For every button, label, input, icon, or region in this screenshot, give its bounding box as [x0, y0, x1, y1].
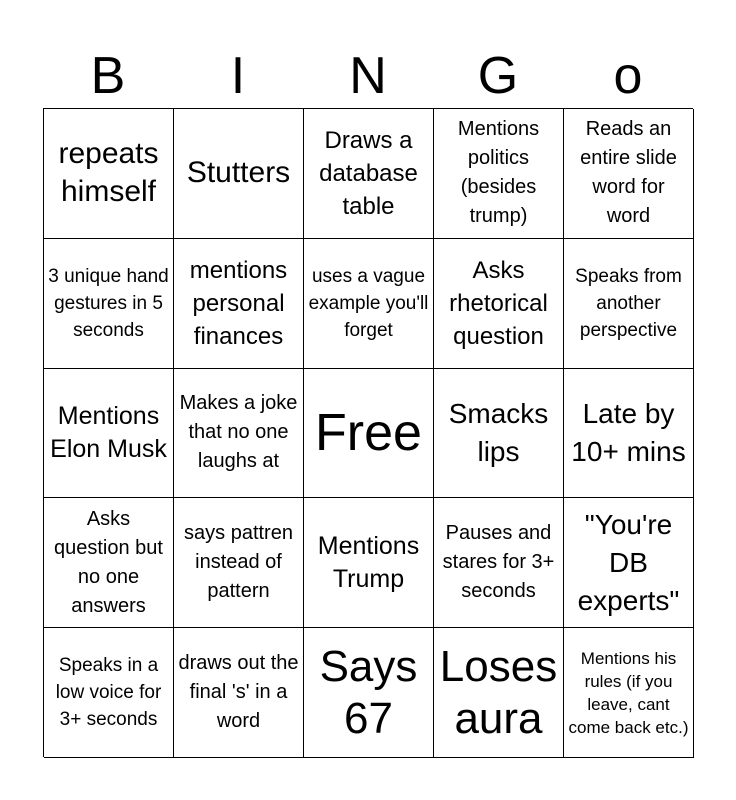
cell-text: Free — [315, 403, 422, 462]
header-letter-o: o — [613, 47, 643, 105]
bingo-header — [43, 46, 693, 106]
cell-text: Smacks lips — [448, 397, 549, 467]
bingo-cell[interactable] — [434, 239, 564, 369]
bingo-cell[interactable] — [564, 628, 694, 758]
cell-text: Speaks from another perspective — [575, 265, 682, 341]
bingo-cell-free[interactable] — [304, 369, 434, 499]
bingo-cell[interactable] — [564, 109, 694, 239]
bingo-cell[interactable] — [304, 498, 434, 628]
cell-text: Asks question but no one answers — [54, 507, 163, 617]
cell-text: Draws a database table — [319, 126, 418, 220]
header-letter-g: G — [477, 47, 519, 105]
bingo-cell[interactable] — [174, 628, 304, 758]
header-letter-i: I — [230, 47, 246, 105]
bingo-cell[interactable] — [304, 628, 434, 758]
bingo-cell[interactable] — [44, 369, 174, 499]
bingo-cell[interactable] — [174, 109, 304, 239]
cell-text: Reads an entire slide word for word — [580, 118, 677, 228]
bingo-cell[interactable] — [174, 498, 304, 628]
bingo-cell[interactable] — [564, 239, 694, 369]
cell-text: Mentions his rules (if you leave, cant come back etc.) — [568, 648, 689, 737]
bingo-cell[interactable] — [174, 239, 304, 369]
cell-text: Makes a joke that no one laughs at — [179, 392, 298, 473]
bingo-cell[interactable] — [564, 369, 694, 499]
cell-text: Loses aura — [439, 641, 558, 743]
cell-text: Speaks in a low voice for 3+ seconds — [55, 655, 162, 731]
cell-text: says pattren instead of pattern — [184, 522, 293, 603]
cell-text: Mentions Elon Musk — [50, 401, 167, 463]
cell-text: mentions personal finances — [189, 256, 288, 350]
cell-text: Mentions politics (besides trump) — [457, 118, 540, 228]
cell-text: uses a vague example you'll forget — [308, 265, 429, 341]
bingo-cell[interactable] — [44, 498, 174, 628]
bingo-cell[interactable] — [564, 498, 694, 628]
cell-text: Stutters — [186, 156, 291, 190]
bingo-cell[interactable] — [434, 498, 564, 628]
bingo-cell[interactable] — [44, 109, 174, 239]
header-letter-b: B — [90, 47, 126, 105]
header-letter-n: N — [349, 47, 387, 105]
bingo-cell[interactable] — [304, 239, 434, 369]
cell-text: Pauses and stares for 3+ seconds — [442, 522, 555, 603]
cell-text: "You're DB experts" — [577, 508, 680, 616]
bingo-board — [43, 108, 693, 757]
cell-text: repeats himself — [58, 137, 159, 209]
bingo-cell[interactable] — [434, 628, 564, 758]
cell-text: Late by 10+ mins — [571, 397, 686, 467]
bingo-cell[interactable] — [434, 109, 564, 239]
cell-text: Asks rhetorical question — [449, 256, 548, 350]
cell-text: 3 unique hand gestures in 5 seconds — [48, 265, 169, 341]
bingo-cell[interactable] — [304, 109, 434, 239]
cell-text: draws out the final 's' in a word — [178, 652, 299, 733]
bingo-cell[interactable] — [44, 239, 174, 369]
bingo-cell[interactable] — [174, 369, 304, 499]
bingo-cell[interactable] — [434, 369, 564, 499]
bingo-cell[interactable] — [44, 628, 174, 758]
cell-text: Mentions Trump — [317, 531, 420, 593]
cell-text: Says 67 — [319, 641, 418, 743]
